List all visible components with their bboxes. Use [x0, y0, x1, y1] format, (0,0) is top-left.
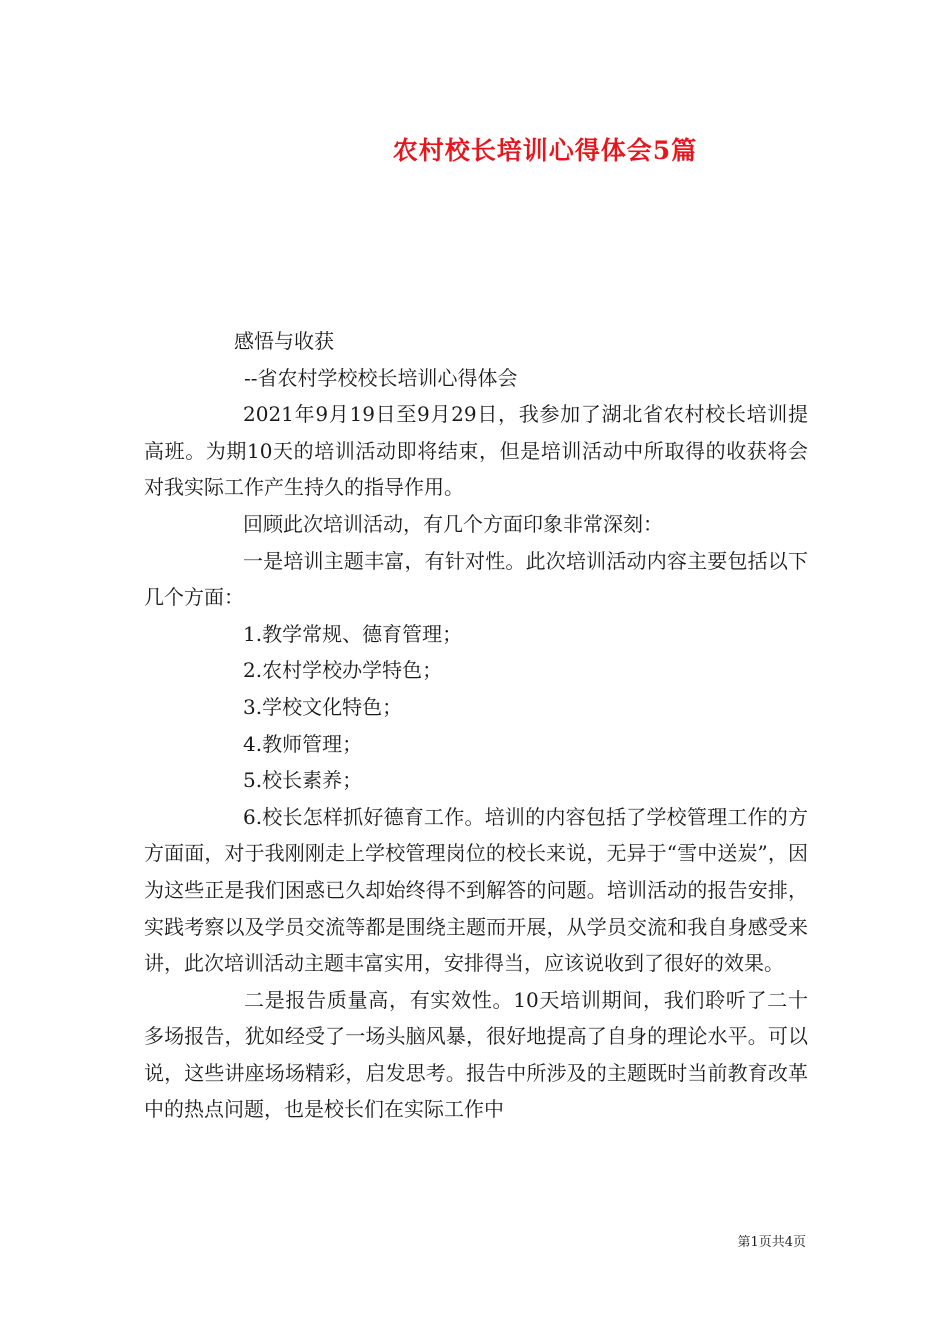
list-item: 2.农村学校办学特色； [243, 658, 443, 683]
page-title: 农村校长培训心得体会5篇 [392, 136, 698, 165]
paragraph-point-one: 一是培训主题丰富，有针对性。此次培训活动内容主要包括以下几个方面： [144, 548, 808, 610]
section-heading: 感悟与收获 [234, 329, 334, 353]
list-item: 4.教师管理； [243, 731, 363, 756]
list-item: 5.校长素养； [243, 768, 363, 793]
paragraph-review: 回顾此次培训活动，有几个方面印象非常深刻： [243, 511, 663, 536]
page-indicator: 第1页共4页 [737, 1235, 806, 1250]
paragraph-intro: 2021年9月19日至9月29日，我参加了湖北省农村校长培训提高班。为期10天的培训活动即将结束，但是培训活动中所取得的收获将会对我实际工作产生持久的指导作用。 [144, 402, 808, 500]
list-item: 3.学校文化特色； [243, 694, 403, 719]
section-sub-heading: --省农村学校校长培训心得体会 [244, 365, 518, 390]
paragraph-point-two: 二是报告质量高，有实效性。10天培训期间，我们聆听了二十多场报告，犹如经受了一场头脑风暴，很好地提高了自身的理论水平。可以说，这些讲座场场精彩，启发思考。报告中所涉及的主题既时当前教育改革中的热点问题，也是校长们在实际工作中 [144, 987, 808, 1122]
document-body [144, 323, 808, 1128]
paragraph-item-six: 6.校长怎样抓好德育工作。培训的内容包括了学校管理工作的方方面面，对于我刚刚走上学校管理岗位的校长来说，无异于“雪中送炭”，因为这些正是我们困惑已久却始终得不到解答的问题。培训活动的报告安排，实践考察以及学员交流等都是围绕主题而开展，从学员交流和我自身感受来讲，此次培训活动主题丰富实用，安排得当，应该说收到了很好的效果。 [144, 804, 808, 976]
list-item: 1.教学常规、德育管理； [243, 621, 463, 646]
